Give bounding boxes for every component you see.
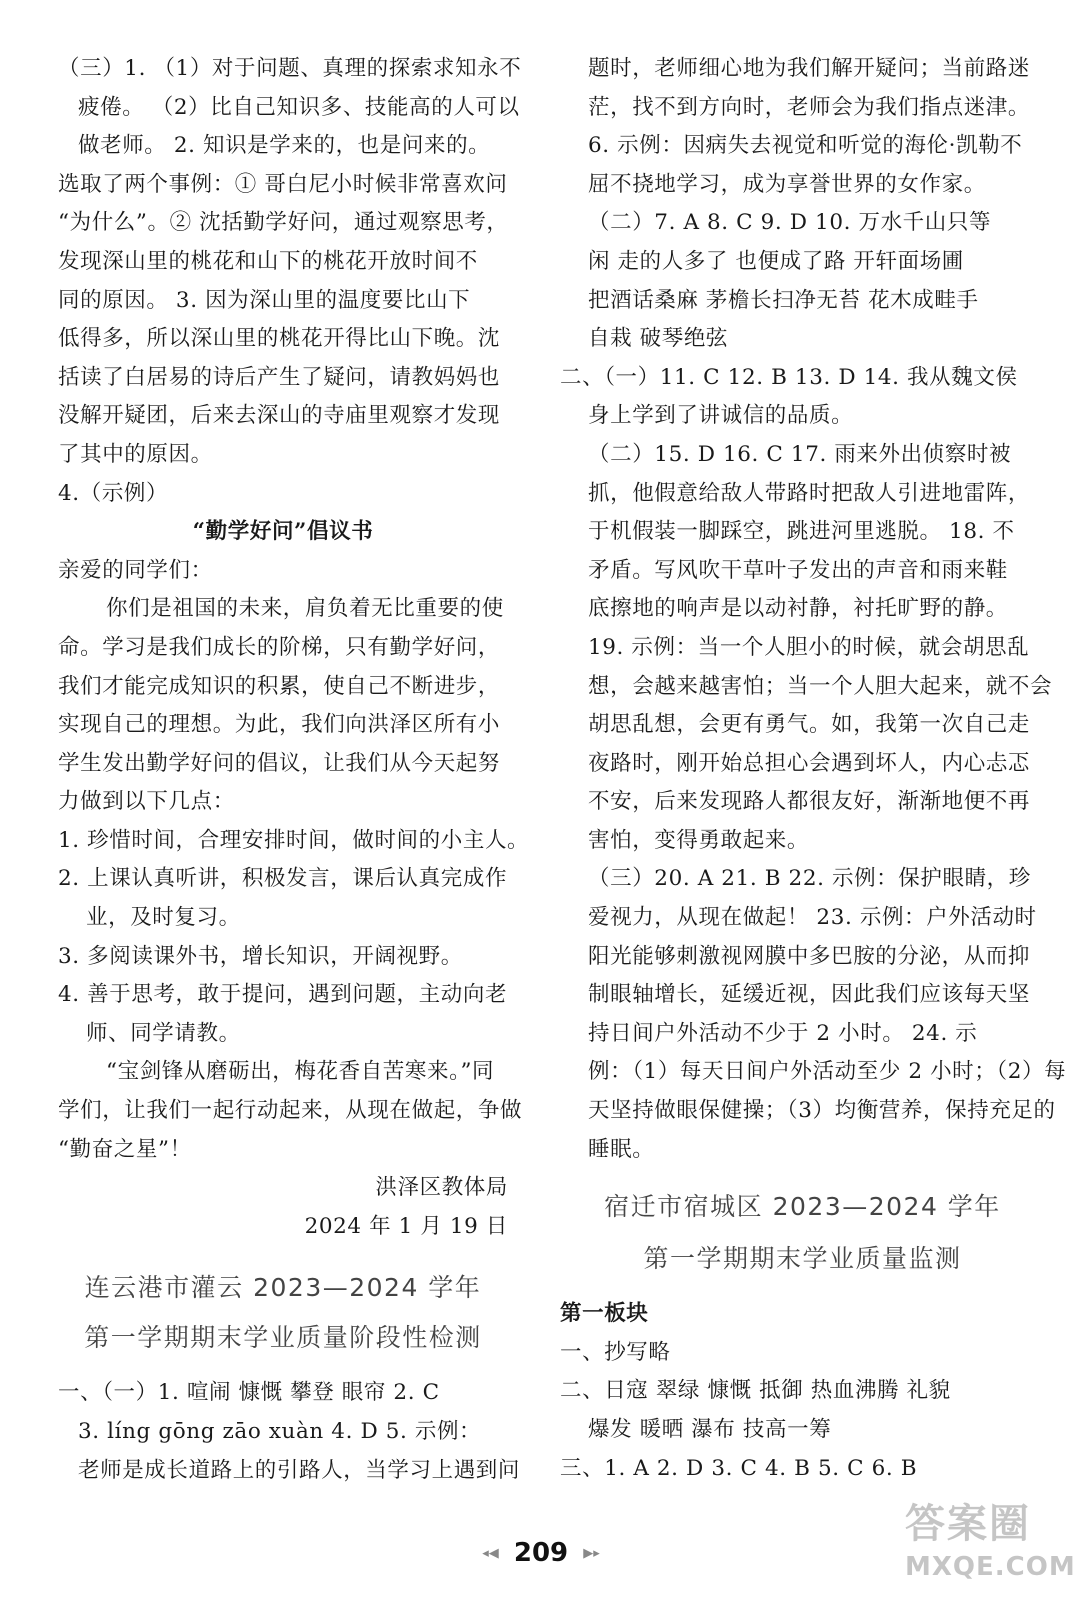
text-line: 于机假装一脚踩空，跳进河里逃脱。 18. 不 [588,519,1015,545]
text-line: 3. líng gōng zāo xuàn 4. D 5. 示例： [78,1419,482,1444]
text-line: 4. 善于思考，敢于提问，遇到问题，主动向老 [58,982,508,1008]
text-line: 实现自己的理想。为此，我们向洪泽区所有小 [58,712,501,738]
text-line: 没解开疑团，后来去深山的寺庙里观察才发现 [58,403,501,429]
text-line: 夜路时，刚开始总担心会遇到坏人，内心忐忑 [588,750,1031,776]
left-column [58,50,530,1490]
watermark-url: MXQE.COM [905,1552,1076,1582]
text-line: 持日间户外活动不少于 2 小时。 24. 示 [588,1020,978,1046]
exam-title-lianyungang-line1: 连云港市灌云 2023—2024 学年 [84,1273,482,1303]
text-line: 19. 示例：当一个人胆小的时候，就会胡思乱 [588,634,1030,660]
left-bottom-answer-lines [58,1374,521,1490]
text-line: 题时，老师细心地为我们解开疑问；当前路迷 [588,56,1031,81]
text-line: 括读了白居易的诗后产生了疑问，请教妈妈也 [58,364,501,390]
text-line: 2. 上课认真听讲，积极发言，课后认真完成作 [58,866,508,892]
text-line: 三、1. A 2. D 3. C 4. B 5. C 6. B [560,1455,918,1481]
text-line: 4.（示例） [58,480,169,506]
text-line: 同的原因。 3. 因为深山里的温度要比山下 [58,287,471,313]
text-line: （二）7. A 8. C 9. D 10. 万水千山只等 [588,210,992,236]
page-number: 209 [513,1538,569,1568]
next-page-arrow-icon: ▶▸ [583,1545,600,1561]
text-line: （三）1. （1）对于问题、真理的探索求知永不 [58,56,522,81]
exam-title-lianyungang-line2: 第一学期期末学业质量阶段性检测 [84,1323,482,1353]
watermark-logo [905,1498,1076,1593]
text-line: 身上学到了讲诚信的品质。 [588,403,854,429]
text-line: 洪泽区教体局 [375,1175,508,1201]
right-answer-lines [560,50,1067,1169]
text-line: 3. 多阅读课外书，增长知识，开阔视野。 [58,943,463,969]
text-line: 6. 示例：因病失去视觉和听觉的海伦·凯勒不 [588,133,1023,159]
text-line: “宝剑锋从磨砺出，梅花香自苦寒来。”同 [106,1059,495,1085]
text-line: 学们，让我们一起行动起来，从现在做起，争做 [58,1098,523,1124]
text-line: 一、抄写略 [560,1339,671,1365]
text-line: 发现深山里的桃花和山下的桃花开放时间不 [58,248,478,274]
text-line: 屈不挠地学习，成为享誉世界的女作家。 [588,171,986,197]
text-line: 茫，找不到方向时，老师会为我们指点迷津。 [588,94,1031,120]
text-line: 爱视力，从现在做起！ 23. 示例：户外活动时 [588,905,1037,931]
text-line: 把酒话桑麻 茅檐长扫净无苔 花木成畦手 [588,287,979,313]
text-line: 制眼轴增长，延缓近视，因此我们应该每天坚 [588,982,1031,1008]
text-line: 天坚持做眼保健操；（3）均衡营养，保持充足的 [588,1098,1056,1124]
exam-title-suqian-line2: 第一学期期末学业质量监测 [643,1244,962,1274]
text-line: 疲倦。 （2）比自己知识多、技能高的人可以 [78,94,520,120]
text-line: 二、日寇 翠绿 慷慨 抵御 热血沸腾 礼貌 [560,1378,951,1404]
text-line: （三）20. A 21. B 22. 示例：保护眼睛，珍 [588,866,1031,892]
text-line: 例：（1）每天日间户外活动至少 2 小时；（2）每 [588,1059,1067,1085]
text-line: 害怕，变得勇敢起来。 [588,827,810,853]
text-line: 师、同学请教。 [86,1020,241,1046]
text-line: 二、（一）11. C 12. B 13. D 14. 我从魏文侯 [560,364,1018,390]
text-line: 了其中的原因。 [58,441,213,467]
text-line: “勤学好问”倡议书 [192,519,374,545]
text-line: 自栽 破琴绝弦 [588,326,729,352]
text-line: 你们是祖国的未来，肩负着无比重要的使 [106,596,504,622]
text-line: 我们才能完成知识的积累，使自己不断进步， [58,673,501,699]
text-line: 选取了两个事例：① 哥白尼小时候非常喜欢问 [58,171,508,197]
text-line: 闲 走的人多了 也便成了路 开轩面场圃 [588,248,964,274]
text-line: 阳光能够刺激视网膜中多巴胺的分泌，从而抑 [588,943,1031,969]
text-line: 2024 年 1 月 19 日 [304,1213,508,1239]
text-line: 力做到以下几点： [58,789,235,815]
text-line: 学生发出勤学好问的倡议，让我们从今天起努 [58,750,501,776]
left-answer-lines [58,50,530,1246]
watermark-logo-text: 答案圈 [905,1501,1031,1547]
text-line: 一、（一）1. 喧闹 慷慨 攀登 眼帘 2. C [58,1380,440,1406]
text-line: 1. 珍惜时间，合理安排时间，做时间的小主人。 [58,827,530,853]
text-line: 抓，他假意给敌人带路时把敌人引进地雷阵， [588,480,1031,506]
text-line: （二）15. D 16. C 17. 雨来外出侦察时被 [588,441,1012,467]
right-bottom-answer-lines [560,1295,1045,1488]
text-line: “勤奋之星”！ [58,1136,192,1162]
text-line: 业，及时复习。 [86,905,241,931]
text-line: 睡眠。 [588,1136,655,1162]
exam-title-suqian-line1: 宿迁市宿城区 2023—2024 学年 [604,1192,1001,1222]
text-line: 低得多，所以深山里的桃花开得比山下晚。沈 [58,326,501,352]
text-line: 不安，后来发现路人都很友好，渐渐地便不再 [588,789,1031,815]
text-line: 爆发 暖晒 瀑布 技高一筹 [588,1417,832,1442]
text-line: 第一板块 [560,1301,649,1327]
text-line: 老师是成长道路上的引路人，当学习上遇到问 [78,1457,521,1483]
prev-page-arrow-icon: ◂◀ [482,1545,499,1561]
text-line: 胡思乱想，会更有勇气。如，我第一次自己走 [588,712,1031,738]
text-line: 矛盾。写风吹干草叶子发出的声音和雨来鞋 [588,557,1008,583]
text-line: 亲爱的同学们： [58,557,213,583]
text-line: 想，会越来越害怕；当一个人胆大起来，就不会 [588,673,1053,699]
text-line: 命。学习是我们成长的阶梯，只有勤学好问， [58,634,501,660]
text-line: 底擦地的响声是以动衬静，衬托旷野的静。 [588,596,1008,622]
text-line: 做老师。 2. 知识是学来的，也是问来的。 [78,133,491,159]
right-column [560,50,1067,1488]
text-line: “为什么”。② 沈括勤学好问，通过观察思考， [58,210,509,236]
